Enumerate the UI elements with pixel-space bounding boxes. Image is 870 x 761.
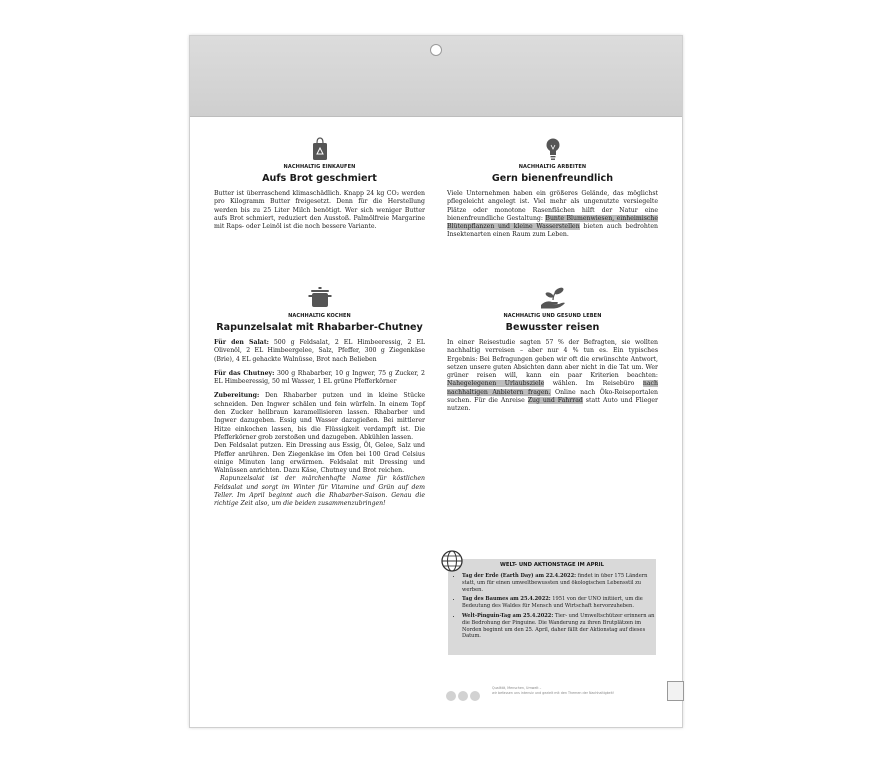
- footer-line: Qualität, Menschen, Umwelt –: [492, 686, 542, 690]
- body-text: Online nach Öko-Reiseportalen suchen. Für die Anreise: [447, 388, 658, 405]
- hand-plant-icon: [540, 286, 566, 310]
- highlighted-text: Zug und Fahrrad: [527, 397, 583, 405]
- footer-line: wir befassen uns intensiv und gezielt mit den Themen der Nachhaltigkeit!: [492, 690, 615, 695]
- footer-icons: [446, 686, 482, 705]
- section-shopping: [214, 137, 425, 231]
- section-body: [214, 339, 425, 509]
- item-label: Tag des Baumes am 25.4.2022:: [462, 596, 551, 603]
- hanging-hole: [430, 44, 442, 56]
- section-title: Bewusster reisen: [505, 322, 600, 333]
- action-days-list: [456, 573, 658, 643]
- item-label: Tag der Erde (Earth Day) am 22.4.2022:: [462, 573, 577, 579]
- environment-icon: [470, 691, 480, 701]
- method-text: Den Feldsalat putzen. Ein Dressing aus Essig, Öl, Gelee, Salz und Pfeffer anrühren. Den Ziegenkäse im Ofen bei 100 Grad Celsius einige Minuten lang erwärmen. Feldsalat mit Dressing und Walnüssen anrichten. Dazu Käse, Chutney und Brot reichen.: [214, 442, 425, 475]
- method-text: Den Rhabarber putzen und in kleine Stücke schneiden. Den Ingwer schälen und fein würfeln. In einem Topf den Zucker hellbraun karamellisieren lassen. Rhabarber und Ingwer dazugeben. Essig und Wasser dazugießen. Bei mittlerer Hitze einkochen lassen, bis die Flüssigkeit verdampft ist. Die Pfefferkörner grob zerstoßen und dazugeben. Abkühlen lassen.: [214, 392, 425, 441]
- list-item: [462, 573, 658, 593]
- item-text: 1951 von der UNO initiiert, um die Bedeutung des Waldes für Mensch und Wirtschaft hervorzuheben.: [462, 596, 643, 610]
- method-label: Zubereitung:: [214, 392, 260, 400]
- recipe-note: Rapunzelsalat ist der märchenhafte Name für köstlichen Feldsalat und sorgt im Winter für Vitamine und Grün auf dem Teller. Im April beginnt auch die Rhabarber-Saison. Genau die richtige Zeit also, um die beiden zusammenzubringen!: [214, 475, 425, 508]
- highlighted-text: nach nachhaltigen Anbietern fragen.: [447, 380, 658, 396]
- body-text: Butter ist überraschend klimaschädlich. Knapp 24 kg CO₂ werden pro Kilogramm Butter freigesetzt. Denn für die Herstellung werden bis zu 25 Liter Milch benötigt. Wer sich weniger Butter aufs Brot schmiert, reduziert den Ausstoß. Palmölfreie Margarine mit Raps- oder Leinöl ist die noch bessere Variante.: [214, 190, 425, 231]
- quality-icon: [446, 691, 456, 701]
- highlighted-text: Nahegelegenen Urlaubsziele: [447, 380, 545, 388]
- section-kicker: NACHHALTIG KOCHEN: [288, 313, 351, 319]
- recycle-bag-icon: [312, 137, 328, 161]
- ingredients-text: 500 g Feldsalat, 2 EL Himbeeressig, 2 EL Olivenöl, 2 EL Himbeergelee, Salz, Pfeffer, 300 g Ziegenkäse (Brie), 4 EL gehackte Walnüsse, Brot nach Belieben: [214, 339, 426, 363]
- calendar-sheet: [189, 35, 683, 728]
- section-cooking: [214, 286, 425, 509]
- body-text: bieten auch bedrohten Insektenarten einen Raum zum Leben.: [447, 223, 658, 239]
- action-days-box: [448, 559, 656, 655]
- section-title: Rapunzelsalat mit Rhabarber-Chutney: [216, 322, 423, 333]
- highlighted-text: Bunte Blumenwiesen, einheimische Blütenpflanzen und kleine Wasserstellen: [447, 214, 658, 231]
- section-title: Gern bienenfreundlich: [491, 173, 614, 184]
- section-kicker: NACHHALTIG EINKAUFEN: [283, 164, 356, 170]
- section-body: [447, 190, 658, 240]
- publisher-logo: [667, 681, 684, 701]
- body-text: In einer Reisestudie sagten 57 % der Befragten, sie wollten nachhaltig verreisen – aber nur 4 % tun es. Ein typisches Ergebnis: Bei Befragungen geben wir oft die erwünschte Antwort, setzen unsere guten Absichten dann aber nicht in die Tat um. Wer grüner reisen will, kann ein paar Kriterien beachten:: [447, 339, 658, 380]
- list-item: [462, 596, 658, 610]
- globe-icon: [441, 550, 463, 572]
- cooking-pot-icon: [308, 286, 332, 310]
- section-kicker: NACHHALTIG UND GESUND LEBEN: [503, 313, 602, 319]
- item-label: Welt-Pinguin-Tag am 25.4.2022:: [462, 612, 554, 619]
- section-kicker: NACHHALTIG ARBEITEN: [518, 164, 587, 170]
- ingredients-text: 300 g Rhabarber, 10 g Ingwer, 75 g Zucker, 2 EL Himbeeressig, 50 ml Wasser, 1 EL grüne Pfefferkörner: [214, 369, 425, 386]
- item-text: findet in über 175 Ländern statt, um für einen umweltbewussten und ökologischen Lebensstil zu werben.: [462, 573, 648, 593]
- header-band: [190, 36, 682, 117]
- body-text: wählen. Im Reisebüro: [544, 380, 643, 388]
- lightbulb-icon: [545, 137, 561, 161]
- section-title: Aufs Brot geschmiert: [262, 173, 377, 184]
- section-living: [447, 286, 658, 414]
- ingredients-label: Für das Chutney:: [214, 369, 275, 377]
- body-text: Viele Unternehmen haben ein größeres Gelände, das möglichst pflegeleicht angelegt ist. Viel mehr als ungenutzte versiegelte Plätze oder monotone Rasenflächen hilft der Natur eine bienenfreundliche Gestaltung:: [447, 190, 658, 222]
- list-item: [462, 613, 658, 640]
- body-text: statt Auto und Flieger nutzen.: [447, 397, 658, 413]
- footer-text: [492, 686, 642, 695]
- section-body: [214, 190, 425, 231]
- section-work: [447, 137, 658, 240]
- box-title: WELT- UND AKTIONSTAGE IM APRIL: [500, 562, 604, 568]
- section-body: [447, 339, 658, 414]
- people-icon: [458, 691, 468, 701]
- item-text: Tier- und Umweltschützer erinnern an die Bedrohung der Pinguine. Die Wanderung zu ihren Brutplätzen im Norden beginnt um den 25. April, daher fällt der Aktionstag auf dieses Datum.: [462, 612, 655, 640]
- ingredients-label: Für den Salat:: [214, 339, 269, 346]
